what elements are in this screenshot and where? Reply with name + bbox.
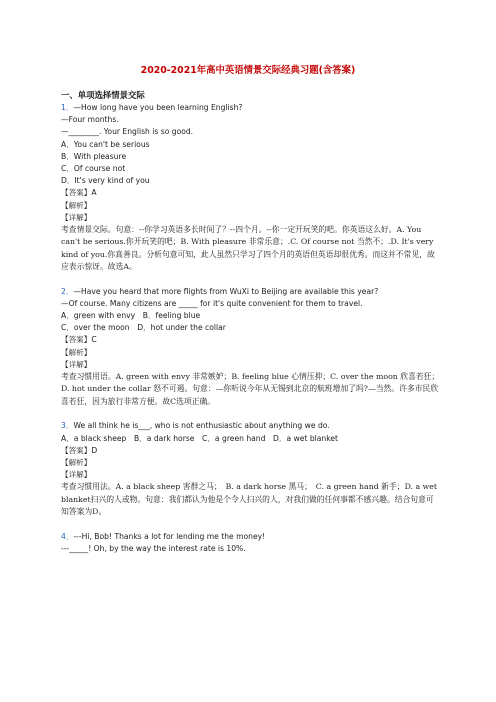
question-1-line-2: —Four months. (61, 115, 119, 125)
question-2-options-cd: C．over the moon D．hot under the collar (61, 323, 226, 333)
question-2-detail-label: 【详解】 (61, 359, 92, 369)
content-body (61, 102, 441, 555)
question-1-line-3: —________. Your English is so good. (61, 127, 194, 137)
question-1-text: —How long have you been learning English? (73, 103, 243, 112)
question-4-line-2: ---_____! Oh, by the way the interest rate is 10%. (61, 543, 246, 553)
question-2-line-2: —Of course. Many citizens are _____ for it's quite convenient for them to travel. (61, 298, 363, 308)
question-4-text: ---Hi, Bob! Thanks a lot for lending me the money! (73, 531, 266, 541)
question-1-stem (61, 102, 441, 114)
question-2-analysis-label: 【解析】 (61, 347, 92, 357)
question-2-stem (61, 286, 441, 298)
question-1-answer: 【答案】A (61, 188, 97, 198)
question-3-answer: 【答案】D (61, 445, 98, 455)
question-3-detail-label: 【详解】 (61, 470, 92, 480)
question-1-option-a: A．You can't be serious (61, 139, 150, 149)
question-1-number: 1． (61, 103, 74, 112)
question-1-analysis-label: 【解析】 (61, 200, 92, 210)
document-title: 2020-2021年高中英语情景交际经典习题(含答案) (140, 65, 356, 76)
section-heading: 一、单项选择情景交际 (61, 90, 145, 100)
question-3-text: We all think he is___, who is not enthusiastic about anything we do. (73, 421, 330, 431)
question-2-explanation: 考查习惯用语。A. green with envy 非常嫉妒；B. feeling blue 心情压抑；C. over the moon 欣喜若狂；D. hot under the collar 怒不可遏。句意：—你听说今年从无锡到北京的航班增加了吗?—当然。许多市民欣喜若狂，因为旅行非常方便。故C选项正确。 (61, 372, 440, 406)
question-1-option-d: D．It's very kind of you (61, 176, 150, 186)
question-1-option-c: C．Of course not (61, 164, 126, 174)
question-3-stem (61, 420, 441, 432)
question-1-option-b: B．With pleasure (61, 151, 127, 161)
question-1-explanation: 考查情景交际。句意：--你学习英语多长时间了？--四个月。--你一定开玩笑的吧。你英语这么好。A. You can't be serious.你开玩笑的吧；B. With pleasure 非常乐意；.C. Of course not 当然不；.D. It's very kind of you.你真善良。分析句意可知，此人虽然只学习了四个月的英语但英语却很优秀。而这并不常见，故应表示惊讶。故选A。 (61, 225, 435, 272)
question-3-analysis-label: 【解析】 (61, 457, 92, 467)
question-2-options-ab: A．green with envy B．feeling blue (61, 311, 201, 321)
question-3-options: A．a black sheep B．a dark horse C．a green hand D．a wet blanket (61, 433, 338, 443)
question-2-text: —Have you heard that more flights from WuXi to Beijing are available this year? (73, 286, 379, 296)
question-4-stem (61, 531, 441, 543)
question-1-detail-label: 【详解】 (61, 212, 92, 222)
question-3-number: 3． (61, 421, 74, 431)
question-2-number: 2． (61, 286, 74, 296)
question-4-number: 4． (61, 531, 74, 541)
question-2-answer: 【答案】C (61, 335, 97, 345)
question-3-explanation: 考查习惯用法。A. a black sheep 害群之马； B. a dark horse 黑马； C. a green hand 新手；D. a wet blanket扫兴的人或物。句意：我们都认为他是个令人扫兴的人，对我们做的任何事都不感兴趣。结合句意可知答案为D。 (61, 482, 438, 517)
